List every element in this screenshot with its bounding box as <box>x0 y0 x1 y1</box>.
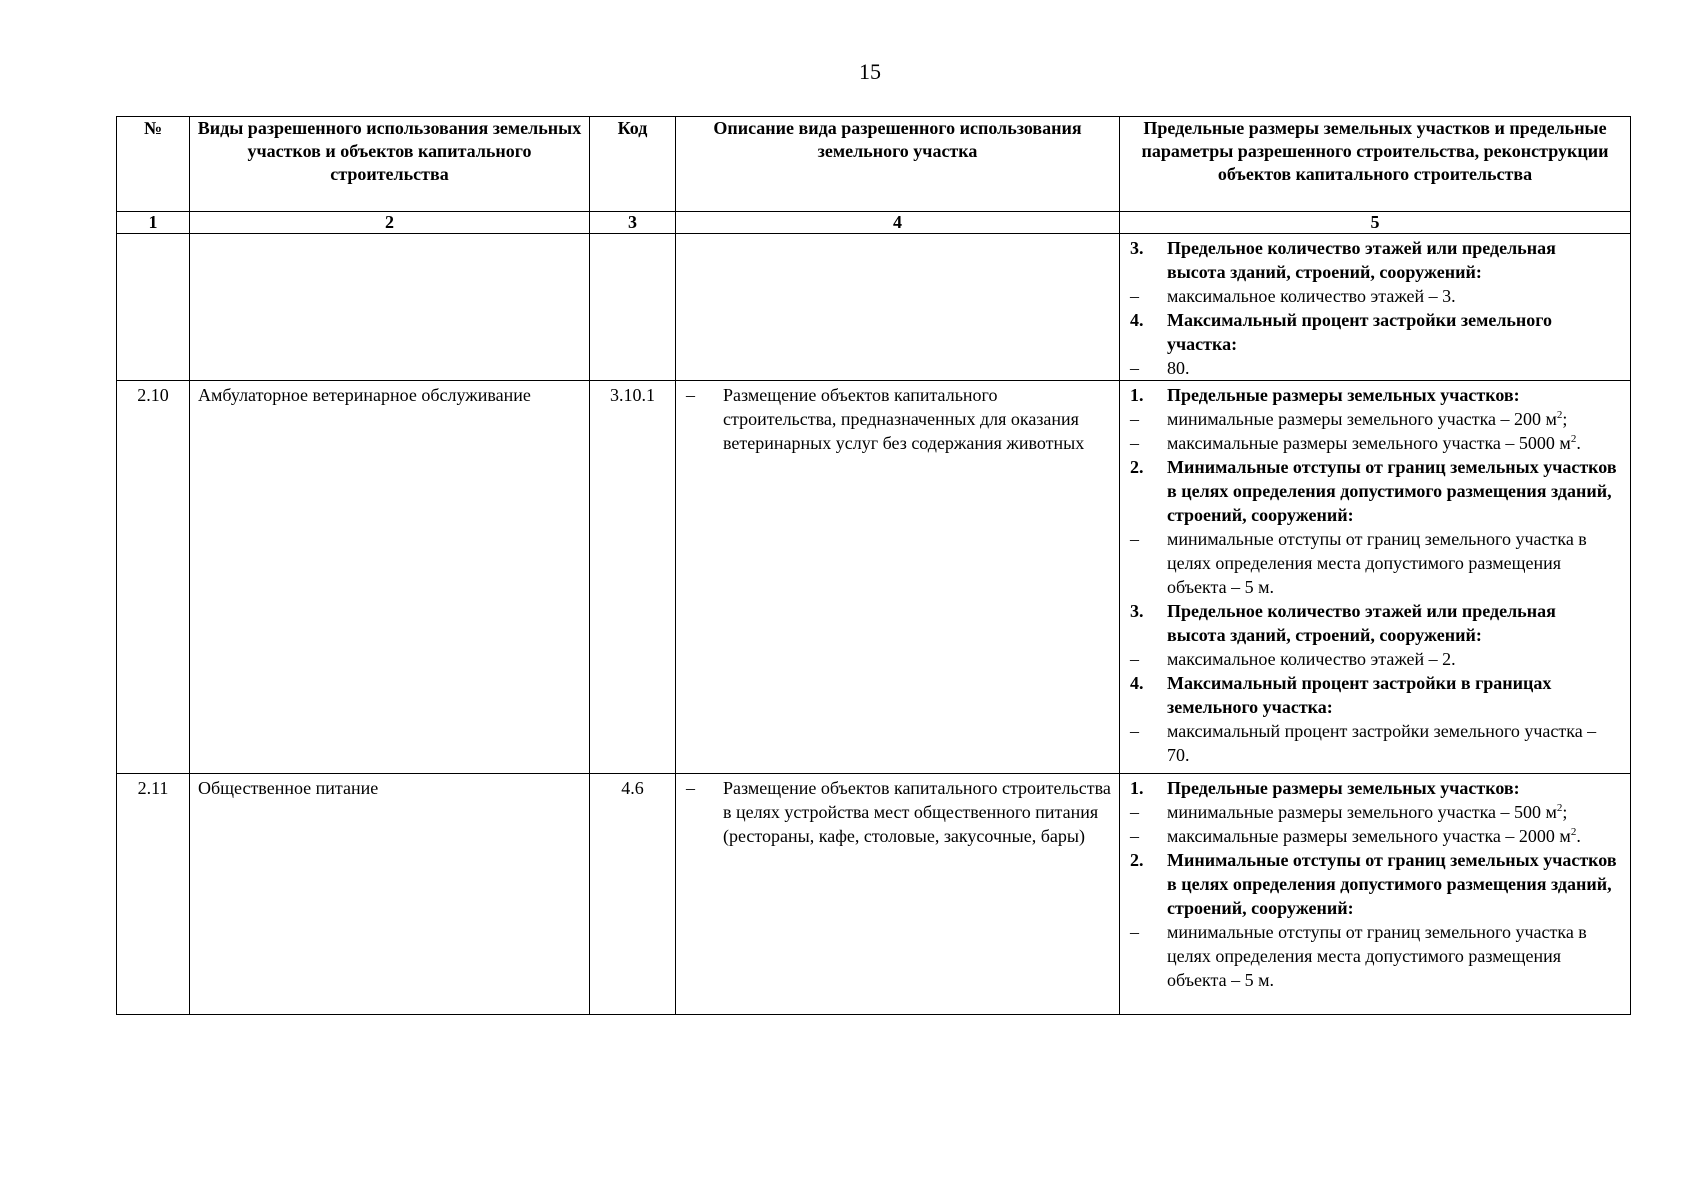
parameter-marker: 3. <box>1130 601 1144 621</box>
parameter-punctuation: ; <box>1562 802 1568 822</box>
parameter-marker: 4. <box>1130 673 1144 693</box>
use-type-name: Амбулаторное ветеринарное обслуживание <box>190 381 590 774</box>
parameter-item <box>1128 407 1618 431</box>
description-cell <box>676 234 1120 381</box>
column-number: 3 <box>590 212 676 234</box>
use-type-name: Общественное питание <box>190 774 590 1015</box>
table-row <box>117 381 1631 774</box>
description-item <box>684 383 1111 455</box>
parameter-text-wrap <box>1167 527 1618 599</box>
parameter-text: максимальные размеры земельного участка – 2000 м <box>1167 826 1571 846</box>
parameter-item <box>1128 776 1618 800</box>
use-type-name <box>190 234 590 381</box>
parameter-marker: 1. <box>1130 778 1144 798</box>
parameter-text: Минимальные отступы от границ земельных участков в целях определения допустимого размещения зданий, строений, сооружений: <box>1167 457 1617 525</box>
parameter-text-wrap <box>1167 356 1618 380</box>
parameters-cell <box>1120 381 1631 774</box>
parameter-marker: – <box>1130 529 1139 549</box>
parameter-text-wrap <box>1167 848 1618 920</box>
parameter-item <box>1128 671 1618 719</box>
parameter-text-wrap <box>1167 647 1618 671</box>
parameter-item <box>1128 383 1618 407</box>
parameters-cell <box>1120 774 1631 1015</box>
parameter-text-wrap <box>1167 719 1618 767</box>
parameter-text-wrap <box>1167 407 1618 431</box>
use-type-code <box>590 234 676 381</box>
description-marker: – <box>686 385 695 405</box>
column-number: 5 <box>1120 212 1631 234</box>
use-type-code: 3.10.1 <box>590 381 676 774</box>
land-use-table <box>116 116 1631 1015</box>
description-marker: – <box>686 778 695 798</box>
parameter-punctuation: . <box>1576 826 1581 846</box>
parameter-marker: 2. <box>1130 457 1144 477</box>
parameter-text-wrap <box>1167 920 1618 992</box>
parameter-item <box>1128 284 1618 308</box>
parameter-marker: – <box>1130 826 1139 846</box>
table-row <box>117 234 1631 381</box>
header-parameters: Предельные размеры земельных участков и предельные параметры разрешенного строительства, реконструкции объектов капитального строительства <box>1120 117 1631 212</box>
superscript: 2 <box>1556 802 1563 814</box>
parameter-punctuation: ; <box>1562 409 1568 429</box>
parameter-item <box>1128 824 1618 848</box>
parameter-text-wrap <box>1167 455 1618 527</box>
parameter-text: минимальные отступы от границ земельного участка в целях определения места допустимого размещения объекта – 5 м. <box>1167 922 1587 990</box>
parameter-item <box>1128 527 1618 599</box>
parameter-item <box>1128 920 1618 992</box>
parameter-text-wrap <box>1167 284 1618 308</box>
parameter-marker: – <box>1130 409 1139 429</box>
parameter-item <box>1128 431 1618 455</box>
parameter-marker: 2. <box>1130 850 1144 870</box>
parameter-marker: – <box>1130 358 1139 378</box>
column-number: 4 <box>676 212 1120 234</box>
parameter-item <box>1128 647 1618 671</box>
parameter-text: минимальные размеры земельного участка – 500 м <box>1167 802 1557 822</box>
column-number: 1 <box>117 212 190 234</box>
parameters-cell <box>1120 234 1631 381</box>
parameter-item <box>1128 800 1618 824</box>
parameter-text-wrap <box>1167 776 1618 800</box>
parameter-text: Минимальные отступы от границ земельных участков в целях определения допустимого размещения зданий, строений, сооружений: <box>1167 850 1617 918</box>
parameter-text: Предельное количество этажей или предельная высота зданий, строений, сооружений: <box>1167 601 1556 645</box>
row-number: 2.10 <box>117 381 190 774</box>
description-text: Размещение объектов капитального строительства, предназначенных для оказания ветеринарных услуг без содержания животных <box>723 385 1085 453</box>
parameter-marker: – <box>1130 433 1139 453</box>
parameter-text: максимальное количество этажей – 3. <box>1167 286 1456 306</box>
use-type-code: 4.6 <box>590 774 676 1015</box>
parameter-item <box>1128 356 1618 380</box>
parameter-text-wrap <box>1167 599 1618 647</box>
description-cell <box>676 381 1120 774</box>
parameter-text: 80. <box>1167 358 1190 378</box>
parameter-text: максимальный процент застройки земельного участка – 70. <box>1167 721 1597 765</box>
parameter-text-wrap <box>1167 308 1618 356</box>
parameter-text: максимальные размеры земельного участка – 5000 м <box>1167 433 1571 453</box>
parameter-text-wrap <box>1167 236 1618 284</box>
header-description: Описание вида разрешенного использования земельного участка <box>676 117 1120 212</box>
parameter-text: Максимальный процент застройки земельного участка: <box>1167 310 1553 354</box>
parameter-text-wrap <box>1167 431 1618 455</box>
header-no: № <box>117 117 190 212</box>
description-cell <box>676 774 1120 1015</box>
parameter-item <box>1128 236 1618 284</box>
row-number <box>117 234 190 381</box>
header-row <box>117 117 1631 212</box>
parameter-text: Предельное количество этажей или предельная высота зданий, строений, сооружений: <box>1167 238 1556 282</box>
parameter-item <box>1128 599 1618 647</box>
parameter-text-wrap <box>1167 824 1618 848</box>
parameter-text: Предельные размеры земельных участков: <box>1167 385 1520 405</box>
column-number: 2 <box>190 212 590 234</box>
parameter-item <box>1128 455 1618 527</box>
parameter-marker: – <box>1130 802 1139 822</box>
parameter-text-wrap <box>1167 800 1618 824</box>
column-number-row <box>117 212 1631 234</box>
superscript: 2 <box>1570 433 1577 445</box>
parameter-item <box>1128 719 1618 767</box>
description-text: Размещение объектов капитального строительства в целях устройства мест общественного питания (рестораны, кафе, столовые, закусочные, бары) <box>723 778 1111 846</box>
parameter-marker: – <box>1130 922 1139 942</box>
header-code: Код <box>590 117 676 212</box>
description-item <box>684 776 1111 848</box>
parameter-text: минимальные отступы от границ земельного участка в целях определения места допустимого размещения объекта – 5 м. <box>1167 529 1587 597</box>
superscript: 2 <box>1570 826 1577 838</box>
page-number: 15 <box>859 59 881 84</box>
superscript: 2 <box>1556 409 1563 421</box>
description-text-wrap <box>723 383 1111 455</box>
parameter-punctuation: . <box>1576 433 1581 453</box>
table-row <box>117 774 1631 1015</box>
parameter-marker: 3. <box>1130 238 1144 258</box>
parameter-text: Предельные размеры земельных участков: <box>1167 778 1520 798</box>
parameter-marker: – <box>1130 721 1139 741</box>
parameter-marker: – <box>1130 286 1139 306</box>
parameter-text-wrap <box>1167 383 1618 407</box>
parameter-item <box>1128 308 1618 356</box>
parameter-item <box>1128 848 1618 920</box>
description-text-wrap <box>723 776 1111 848</box>
row-number: 2.11 <box>117 774 190 1015</box>
parameter-text: минимальные размеры земельного участка – 200 м <box>1167 409 1557 429</box>
parameter-marker: 4. <box>1130 310 1144 330</box>
parameter-text-wrap <box>1167 671 1618 719</box>
parameter-marker: – <box>1130 649 1139 669</box>
header-use-type: Виды разрешенного использования земельных участков и объектов капитального строительства <box>190 117 590 212</box>
parameter-text: Максимальный процент застройки в границах земельного участка: <box>1167 673 1552 717</box>
parameter-text: максимальное количество этажей – 2. <box>1167 649 1456 669</box>
parameter-marker: 1. <box>1130 385 1144 405</box>
